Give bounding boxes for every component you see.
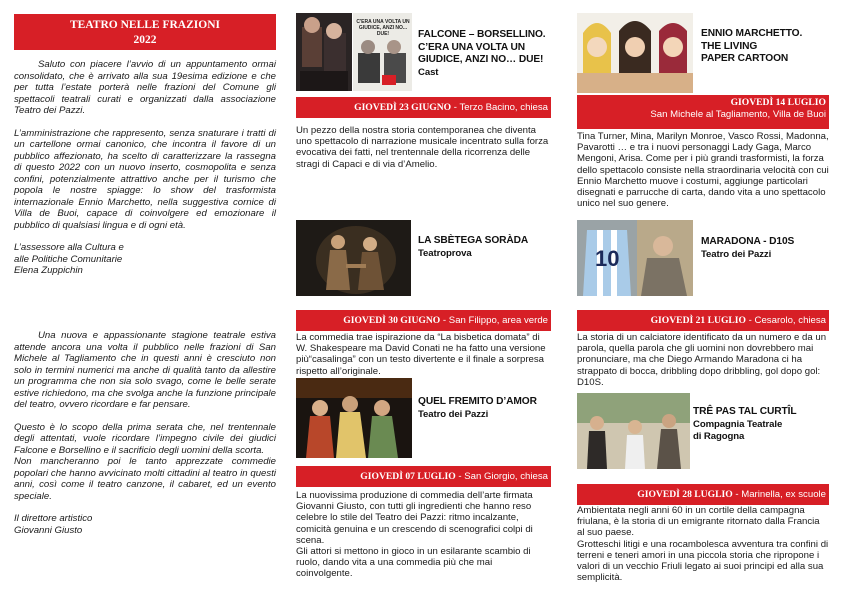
event-date: GIOVEDÌ 23 GIUGNO (354, 102, 452, 113)
event-title-sbetega: LA SBÈTEGA SORÀDA Teatroprova (418, 235, 551, 260)
event-photo-sbetega (296, 220, 411, 296)
event-place: - San Giorgio, chiesa (455, 471, 548, 482)
signature-director: Il direttore artistico Giovanni Giusto (14, 513, 93, 536)
event-date: GIOVEDÌ 30 GIUGNO (343, 315, 441, 326)
event-date-bar (296, 310, 551, 331)
event-place: - Marinella, ex scuole (732, 489, 826, 500)
event-company: Cast (418, 66, 439, 78)
event-description: La nuovissima produzione di commedia dell’arte firmata Giovanni Giusto, con tutti gli ingredienti che hanno reso celebre lo stile del Teatro dei Pazzi: ritmo incalzante, comicità genuina e un crescendo di scenografici colpi di scena. Gli attori si mettono in gioco in un esilarante scambio di ruolo, dando vita a una commedia più che mai coinvolgente. (296, 490, 533, 580)
event-title-falcone: FALCONE – BORSELLINO. C’ERA UNA VOLTA UN GIUDICE, ANZI NO… DUE! Cast (418, 29, 551, 79)
intro-paragraph: Questo è lo scopo della prima serata che, nel trentennale degli attentati, vuole ricordare l’impegno civile dei giudici Falcone e Borsellino e il sacrificio degli uomini della scorta. (14, 421, 276, 456)
festival-title (14, 14, 276, 50)
event-date-bar (577, 484, 829, 505)
event-description: La commedia trae ispirazione da “La bisbetica domata” di W. Shakespeare ma David Conati ne ha fatto una versione più“casalinga” con un testo divertente e il finale a sorpresa rispetto all’originale. (296, 332, 546, 377)
event-title-maradona: MARADONA - D10S Teatro dei Pazzi (701, 236, 829, 261)
event-company: Teatro dei Pazzi (701, 248, 772, 260)
event-photo-fremito (296, 378, 412, 458)
event-company: Teatroprova (418, 247, 472, 259)
event-photo-marchetto (577, 13, 693, 93)
event-place: - Cesarolo, chiesa (746, 315, 826, 326)
intro-paragraph: L’amministrazione che rappresento, senza snaturare i tratti di un cartellone ormai canonico, che incontra il favore di un pubblico affezionato, ha scelto di caratterizzare la rassegna di questo 2022 con un nuovo inserto, cosmopolita e senza confini, potenzialmente attrattivo anche per il turismo che popola le nostre spiagge: lo show del trasformista internazionale Ennio Marchetto, nella suggestiva cornice di Villa de Buoi, capace di coinvolgere ed emozionare il pubblico di qualsiasi lingua e di ogni età. (14, 127, 276, 231)
event-photo-maradona (577, 220, 693, 296)
festival-year: 2022 (133, 34, 157, 46)
event-photo-falcone (296, 13, 412, 91)
event-description: Ambientata negli anni 60 in un cortile della campagna friulana, è la storia di un emigrante ritornato dalla Francia al suo paese. Grotteschi litigi e una rocambolesca avventura tra confini di terreni e teneri amori in una piccola storia che ripropone i valori di un vecchio Friuli legato ai suoi principi ed alla sua semplicità. (577, 505, 829, 584)
event-place: - San Filippo, area verde (440, 315, 548, 326)
signature-assessore: L’assessore alla Cultura e alle Politiche Comunitarie Elena Zuppichin (14, 242, 124, 276)
event-title-curtil: TRÊ PAS TAL CURTÎL Compagnia Teatrale di Ragogna (693, 406, 829, 444)
intro-paragraph: Una nuova e appassionante stagione teatrale estiva attende ancora una volta il pubblico nelle frazioni di San Michele al Tagliamento che in questi anni è cresciuto non solo in termini numerici ma anche di qualità tanto da allestire un programma che non sia solo svago, come le belle serate estive richiedono, ma che svolga anche la funzione principale del teatro, ovvero ricordare e far pensare. (14, 330, 276, 410)
director-letter (14, 330, 276, 536)
event-date-bar (296, 466, 551, 487)
festival-title-text: TEATRO NELLE FRAZIONI (70, 19, 220, 31)
event-date-bar (296, 97, 551, 118)
event-company: Teatro dei Pazzi (418, 408, 489, 420)
event-place: - Terzo Bacino, chiesa (451, 102, 548, 113)
poster-text: C'ERA UNA VOLTA UN GIUDICE, ANZI NO... DUE! (356, 19, 410, 37)
event-date: GIOVEDÌ 14 LUGLIO (730, 97, 826, 108)
jersey-number: 10 (595, 246, 620, 271)
event-place: San Michele al Tagliamento, Villa de Buoi (650, 109, 826, 120)
event-company: Compagnia Teatrale (693, 418, 783, 430)
event-title-fremito: QUEL FREMITO D’AMOR Teatro dei Pazzi (418, 396, 551, 421)
event-date-bar (577, 95, 829, 129)
intro-paragraph: Non mancheranno poi le tanto apprezzate commedie popolari che hanno avvicinato molti cittadini al teatro in questi anni, così come il teatro canzone, il cabaret, ed un evento speciale. (14, 456, 276, 502)
assessore-letter (14, 59, 276, 277)
event-description: Tina Turner, Mina, Marilyn Monroe, Vasco Rossi, Madonna, Pavarotti … e tra i nuovi personaggi Lady Gaga, Marco Mengoni, Arisa. Come per i più grandi trasformisti, la forza dello spettacolo consiste nella straordinaria velocità con cui Ennio Marchetto muove i costumi, aggiunge particolari disegnati e parrucche di carta, dando vita a uno spettacolo unico nel suo genere. (577, 131, 829, 210)
intro-paragraph: Saluto con piacere l’avvio di un appuntamento ormai consolidato, che è arrivato alla sua 19esima edizione e che per tutta l’estate porterà nelle frazioni del Comune gli spettacoli teatrali curati e organizzati dalla associazione Teatro dei Pazzi. (14, 59, 276, 116)
event-date: GIOVEDÌ 07 LUGLIO (360, 471, 456, 482)
event-photo-curtil (577, 393, 690, 469)
event-date: GIOVEDÌ 28 LUGLIO (637, 489, 733, 500)
event-description: La storia di un calciatore identificato da un numero e da un parola, quella parola che gli uomini non dovrebbero mai pronunciare, ma che Diego Armando Maradona ci ha strappato di bocca, dribbling dopo dribbling, gol dopo gol: D10S. (577, 332, 827, 388)
event-description: Un pezzo della nostra storia contemporanea che diventa uno spettacolo di narrazione musicale incentrato sulla forza evocativa dei fatti, nel trentennale della ricorrenza delle stragi di Capaci e di via d’Amelio. (296, 125, 549, 170)
event-title-marchetto: ENNIO MARCHETTO. THE LIVING PAPER CARTOON (701, 28, 803, 64)
event-date-bar (577, 310, 829, 331)
event-date: GIOVEDÌ 21 LUGLIO (650, 315, 747, 326)
